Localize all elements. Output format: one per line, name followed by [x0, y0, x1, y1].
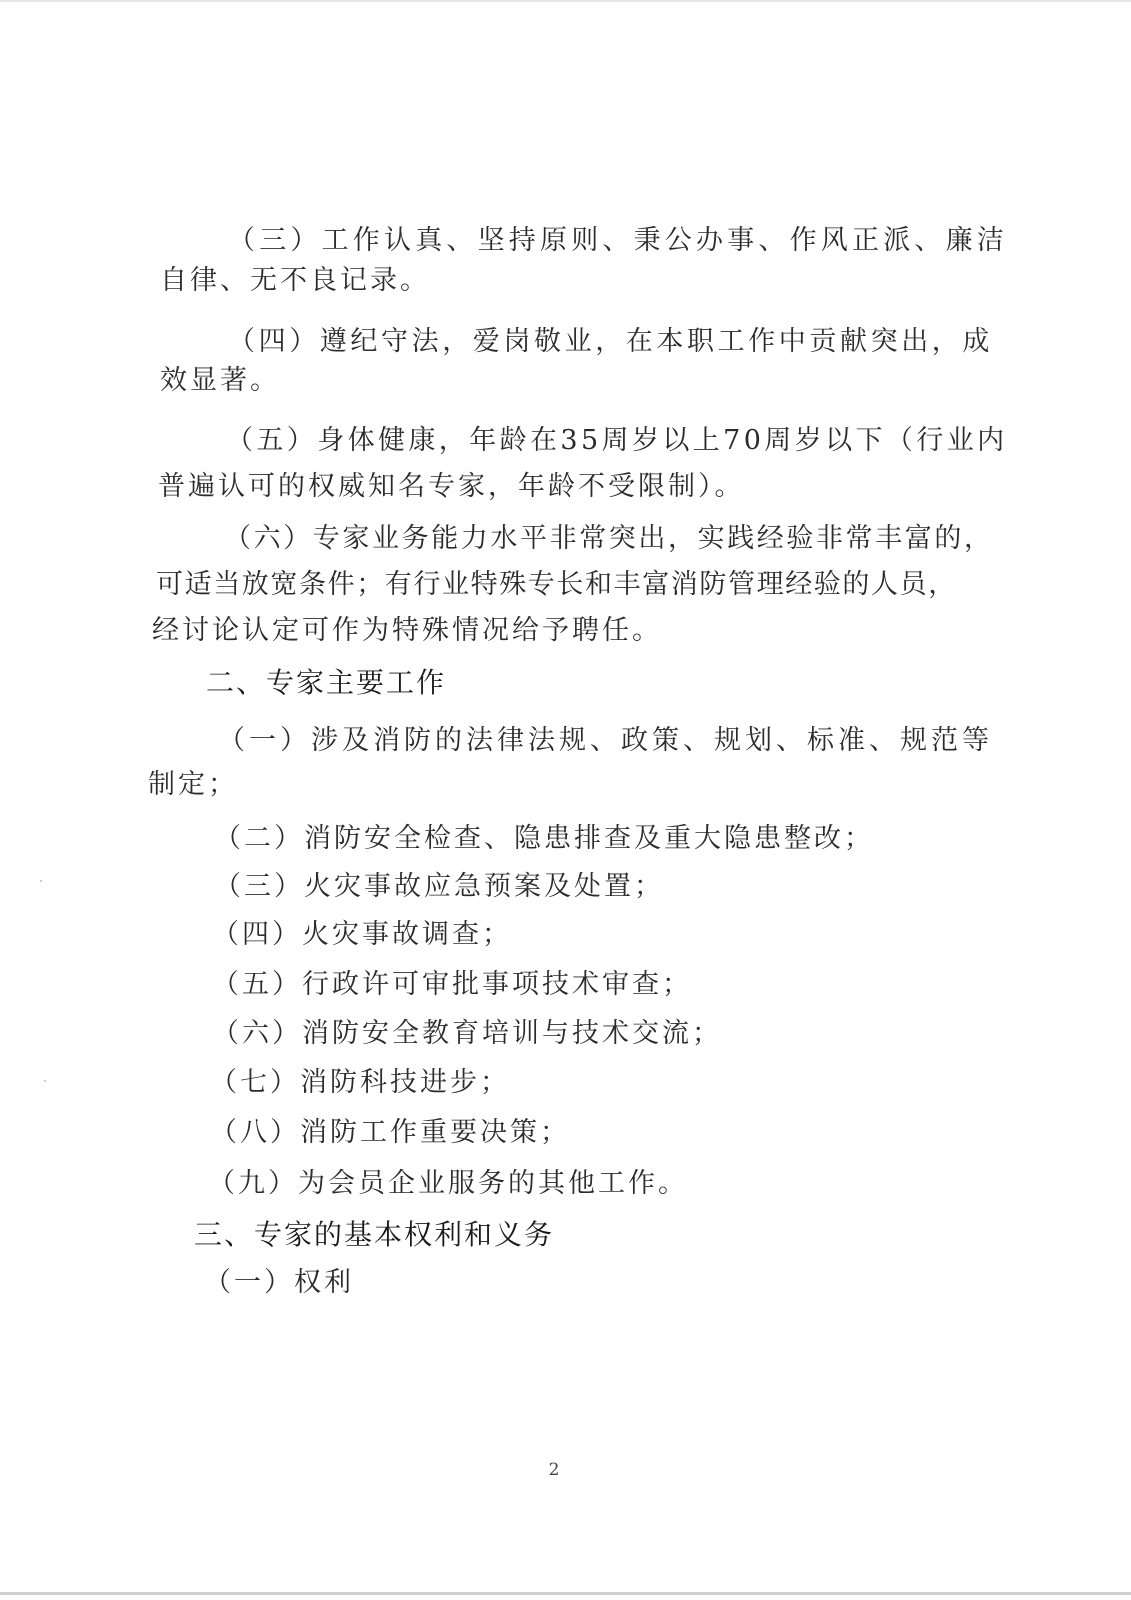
paragraph-line: （四）遵纪守法，爱岗敬业，在本职工作中贡献突出，成	[228, 326, 993, 357]
paragraph-line: 制定；	[148, 769, 238, 800]
subsection-heading: （一）权利	[204, 1267, 354, 1298]
scan-speck	[44, 1080, 46, 1082]
list-item: （五）行政许可审批事项技术审查；	[212, 969, 692, 1000]
list-item: （八）消防工作重要决策；	[210, 1117, 570, 1148]
page-number: 2	[548, 1460, 560, 1480]
list-item: （四）火灾事故调查；	[212, 919, 512, 950]
paragraph-line: （三）工作认真、坚持原则、秉公办事、作风正派、廉洁	[228, 225, 1008, 256]
scan-speck	[40, 880, 42, 882]
scan-edge-bottom	[0, 1592, 1131, 1595]
list-item: （六）消防安全教育培训与技术交流；	[212, 1018, 722, 1049]
paragraph-line: （一）涉及消防的法律法规、政策、规划、标准、规范等	[218, 725, 993, 756]
section-heading: 三、专家的基本权利和义务	[194, 1218, 555, 1251]
list-item: （三）火灾事故应急预案及处置；	[214, 871, 664, 902]
scan-edge-top	[0, 0, 1131, 2]
paragraph-line: 经讨论认定可作为特殊情况给予聘任。	[152, 615, 662, 646]
list-item: （七）消防科技进步；	[210, 1067, 510, 1098]
paragraph-line: （六）专家业务能力水平非常突出，实践经验非常丰富的，	[224, 523, 994, 554]
list-item: （二）消防安全检查、隐患排查及重大隐患整改；	[214, 823, 874, 854]
paragraph-line: 自律、无不良记录。	[160, 265, 430, 296]
paragraph-line: 可适当放宽条件；有行业特殊专长和丰富消防管理经验的人员，	[156, 569, 957, 600]
paragraph-line: 普遍认可的权威知名专家，年龄不受限制）。	[158, 471, 745, 502]
paragraph-line: （五）身体健康，年龄在35周岁以上70周岁以下（行业内	[226, 425, 1008, 456]
list-item: （九）为会员企业服务的其他工作。	[208, 1168, 688, 1199]
paragraph-line: 效显著。	[160, 365, 280, 396]
section-heading: 二、专家主要工作	[206, 666, 447, 699]
